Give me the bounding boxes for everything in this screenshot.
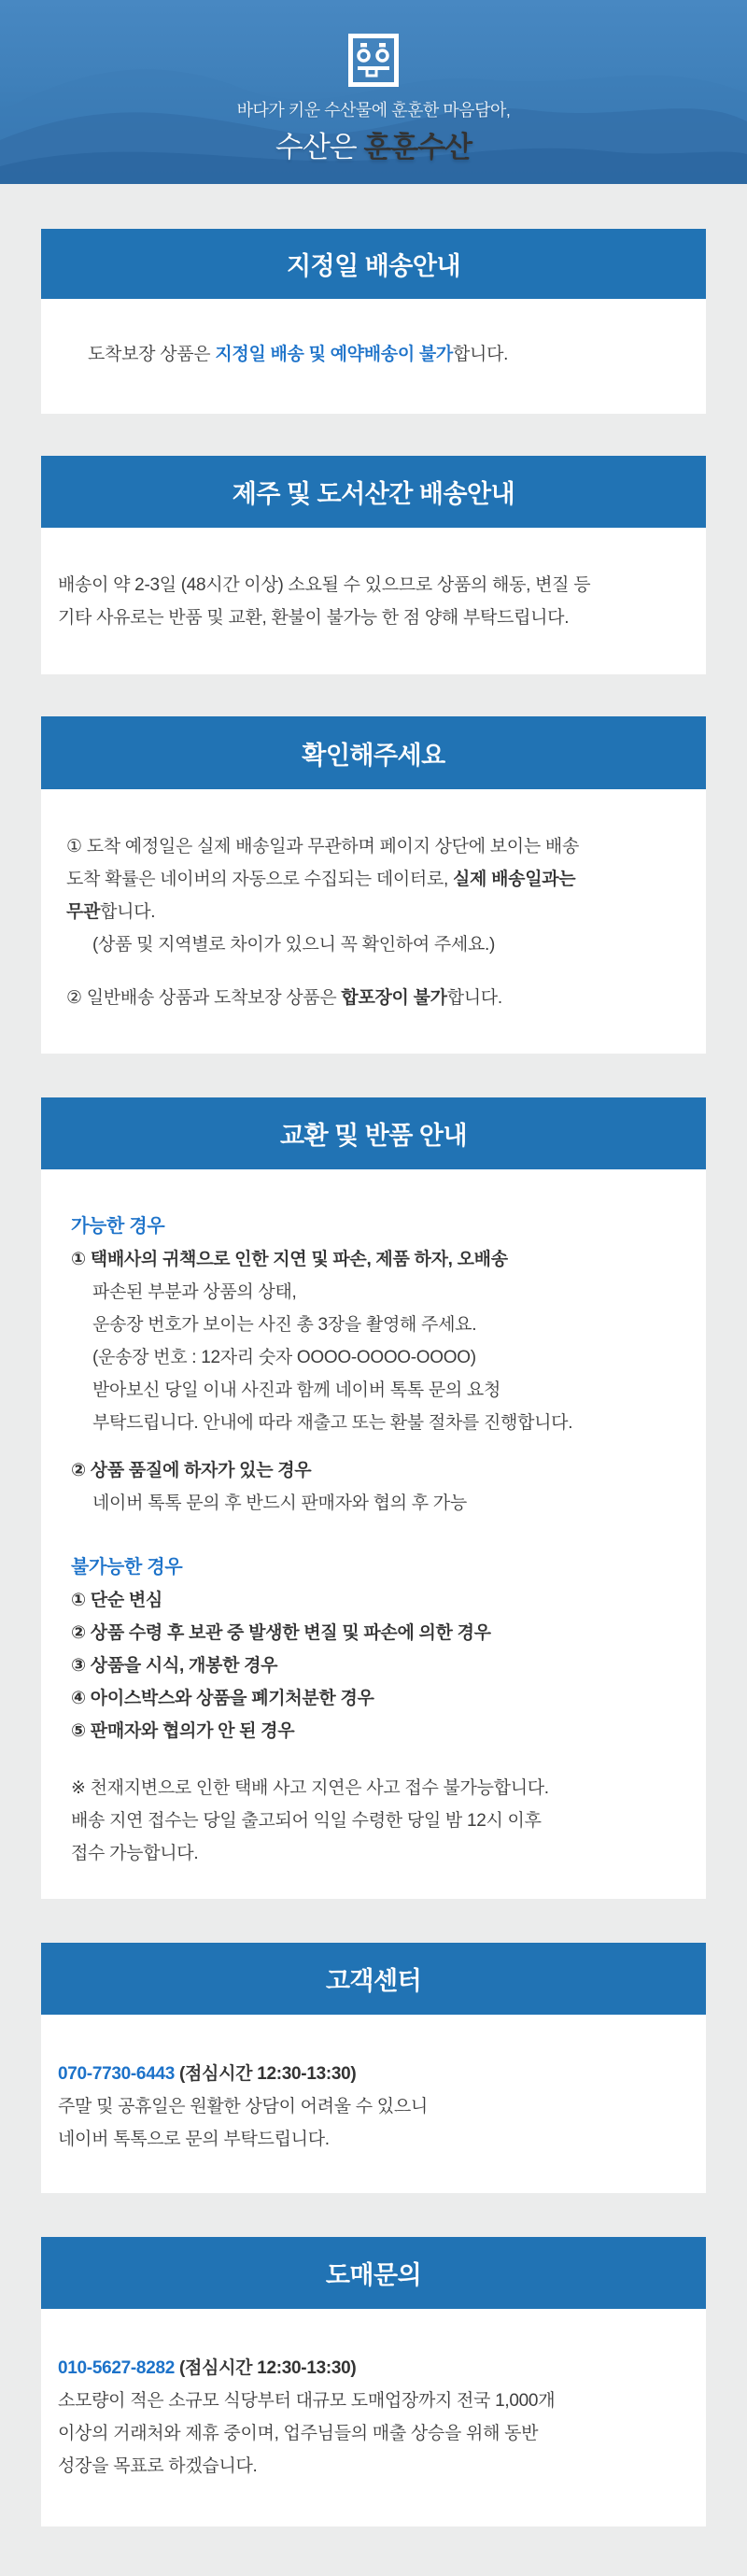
section-please-confirm <box>41 716 706 1054</box>
confirm-item2-suffix: 합니다. <box>446 988 502 1008</box>
jeju-delivery-body <box>41 528 706 674</box>
section-title-jeju-island-delivery: 제주 및 도서산간 배송안내 <box>41 456 706 528</box>
exchange-possible-item1-line-5: 부탁드립니다. 안내에 따라 재출고 또는 환불 절차를 진행합니다. <box>92 1413 573 1433</box>
section-title-exchange-return: 교환 및 반품 안내 <box>41 1097 706 1169</box>
exchange-possible-item1-line-4: 받아보신 당일 이내 사진과 함께 네이버 톡톡 문의 요청 <box>92 1380 501 1400</box>
confirm-item1-note: (상품 및 지역별로 차이가 있으니 꼭 확인하여 주세요.) <box>92 935 496 955</box>
designated-text-highlight: 지정일 배송 및 예약배송이 불가 <box>215 345 453 364</box>
designated-text-prefix: 도착보장 상품은 <box>88 345 216 364</box>
please-confirm-body <box>41 789 706 1054</box>
wholesale-line-2: 이상의 거래처와 제휴 중이며, 업주님들의 매출 상승을 위해 동반 <box>58 2424 539 2443</box>
brand-tagline: 바다가 키운 수산물에 훈훈한 마음담아, <box>236 101 511 120</box>
section-title-please-confirm: 확인해주세요 <box>41 716 706 789</box>
section-wholesale-inquiry <box>41 2237 706 2526</box>
designated-delivery-text <box>88 338 669 371</box>
exchange-possible-item2-block <box>71 1454 678 1520</box>
confirm-item1-line3-normal: 합니다. <box>100 902 156 922</box>
exchange-possible-item2: ② 상품 품질에 하자가 있는 경우 <box>71 1461 312 1480</box>
bottom-spacer <box>0 2526 747 2576</box>
exchange-impossible-item-5: ⑤ 판매자와 협의가 안 된 경우 <box>71 1721 295 1741</box>
customer-phone-link[interactable]: 070-7730-6443 <box>58 2064 175 2084</box>
confirm-item1-line3 <box>66 896 678 928</box>
exchange-note-line-3: 접수 가능합니다. <box>71 1844 199 1863</box>
exchange-return-body <box>41 1169 706 1899</box>
exchange-possible-item1-line-1: 파손된 부분과 상품의 상태, <box>92 1282 297 1302</box>
jeju-line-2: 기타 사유로는 반품 및 교환, 환불이 불가능 한 점 양해 부탁드립니다. <box>58 608 570 628</box>
customer-line-2: 네이버 톡톡으로 문의 부탁드립니다. <box>58 2130 330 2149</box>
exchange-impossible-item-4: ④ 아이스박스와 상품을 폐기처분한 경우 <box>71 1689 374 1708</box>
wholesale-lunch-hours: (점심시간 12:30-13:30) <box>175 2358 357 2378</box>
confirm-item2 <box>66 982 678 1014</box>
wholesale-line-1: 소모량이 적은 소규모 식당부터 대규모 도매업장까지 전국 1,000개 <box>58 2391 556 2411</box>
brand-title-name: 훈훈수산 <box>363 131 472 163</box>
confirm-item1-line2-bold: 실제 배송일과는 <box>453 870 576 889</box>
exchange-impossible-heading: 불가능한 경우 <box>71 1557 183 1578</box>
exchange-possible-item2-line: 네이버 톡톡 문의 후 반드시 판매자와 협의 후 가능 <box>92 1493 467 1513</box>
confirm-item2-prefix: ② 일반배송 상품과 도착보장 상품은 <box>66 988 342 1008</box>
brand-title-prefix: 수산은 <box>275 131 364 163</box>
exchange-possible-item1-line-3: (운송장 번호 : 12자리 숫자 OOOO-OOOO-OOOO) <box>92 1348 476 1367</box>
confirm-item2-bold: 합포장이 불가 <box>341 988 447 1008</box>
section-title-wholesale-inquiry: 도매문의 <box>41 2237 706 2309</box>
designated-text-suffix: 합니다. <box>452 345 509 364</box>
wholesale-phone-row <box>58 2352 689 2385</box>
designated-delivery-body <box>41 299 706 414</box>
section-jeju-island-delivery <box>41 456 706 674</box>
exchange-note-line-2: 배송 지연 접수는 당일 출고되어 익일 수령한 당일 밤 12시 이후 <box>71 1811 542 1831</box>
customer-line-1: 주말 및 공휴일은 원활한 상담이 어려울 수 있으니 <box>58 2097 428 2116</box>
hoonhoon-logo-icon <box>348 34 399 92</box>
exchange-possible-heading: 가능한 경우 <box>71 1216 165 1237</box>
exchange-possible-item1-line-2: 운송장 번호가 보이는 사진 총 3장을 촬영해 주세요. <box>92 1315 477 1335</box>
exchange-impossible-item-2: ② 상품 수령 후 보관 중 발생한 변질 및 파손에 의한 경우 <box>71 1623 491 1643</box>
exchange-possible-item1: ① 택배사의 귀책으로 인한 지연 및 파손, 제품 하자, 오배송 <box>71 1250 508 1269</box>
exchange-note-block <box>71 1772 678 1870</box>
section-exchange-return <box>41 1097 706 1899</box>
jeju-line-1: 배송이 약 2-3일 (48시간 이상) 소요될 수 있으므로 상품의 해동, 변질 등 <box>58 575 591 595</box>
confirm-item1-line1: ① 도착 예정일은 실제 배송일과 무관하며 페이지 상단에 보이는 배송 <box>66 837 580 856</box>
confirm-item1-line3-bold: 무관 <box>66 902 101 922</box>
customer-phone-row <box>58 2058 689 2090</box>
brand-header <box>0 0 747 184</box>
wholesale-phone-link[interactable]: 010-5627-8282 <box>58 2358 175 2378</box>
section-title-customer-center: 고객센터 <box>41 1943 706 2015</box>
customer-center-body <box>41 2015 706 2193</box>
customer-lunch-hours: (점심시간 12:30-13:30) <box>175 2064 357 2084</box>
exchange-impossible-item-3: ③ 상품을 시식, 개봉한 경우 <box>71 1656 278 1676</box>
wholesale-line-3: 성장을 목표로 하겠습니다. <box>58 2456 258 2476</box>
section-designated-delivery <box>41 229 706 414</box>
confirm-item1-line2-normal: 도착 확률은 네이버의 자동으로 수집되는 데이터로, <box>66 870 453 889</box>
brand-title <box>0 123 747 165</box>
wholesale-inquiry-body <box>41 2309 706 2526</box>
exchange-impossible-item-1: ① 단순 변심 <box>71 1591 162 1610</box>
section-customer-center <box>41 1943 706 2193</box>
confirm-item1-line2 <box>66 863 678 896</box>
exchange-note-line-1: ※ 천재지변으로 인한 택배 사고 지연은 사고 접수 불가능합니다. <box>71 1778 549 1798</box>
section-title-designated-delivery: 지정일 배송안내 <box>41 229 706 299</box>
